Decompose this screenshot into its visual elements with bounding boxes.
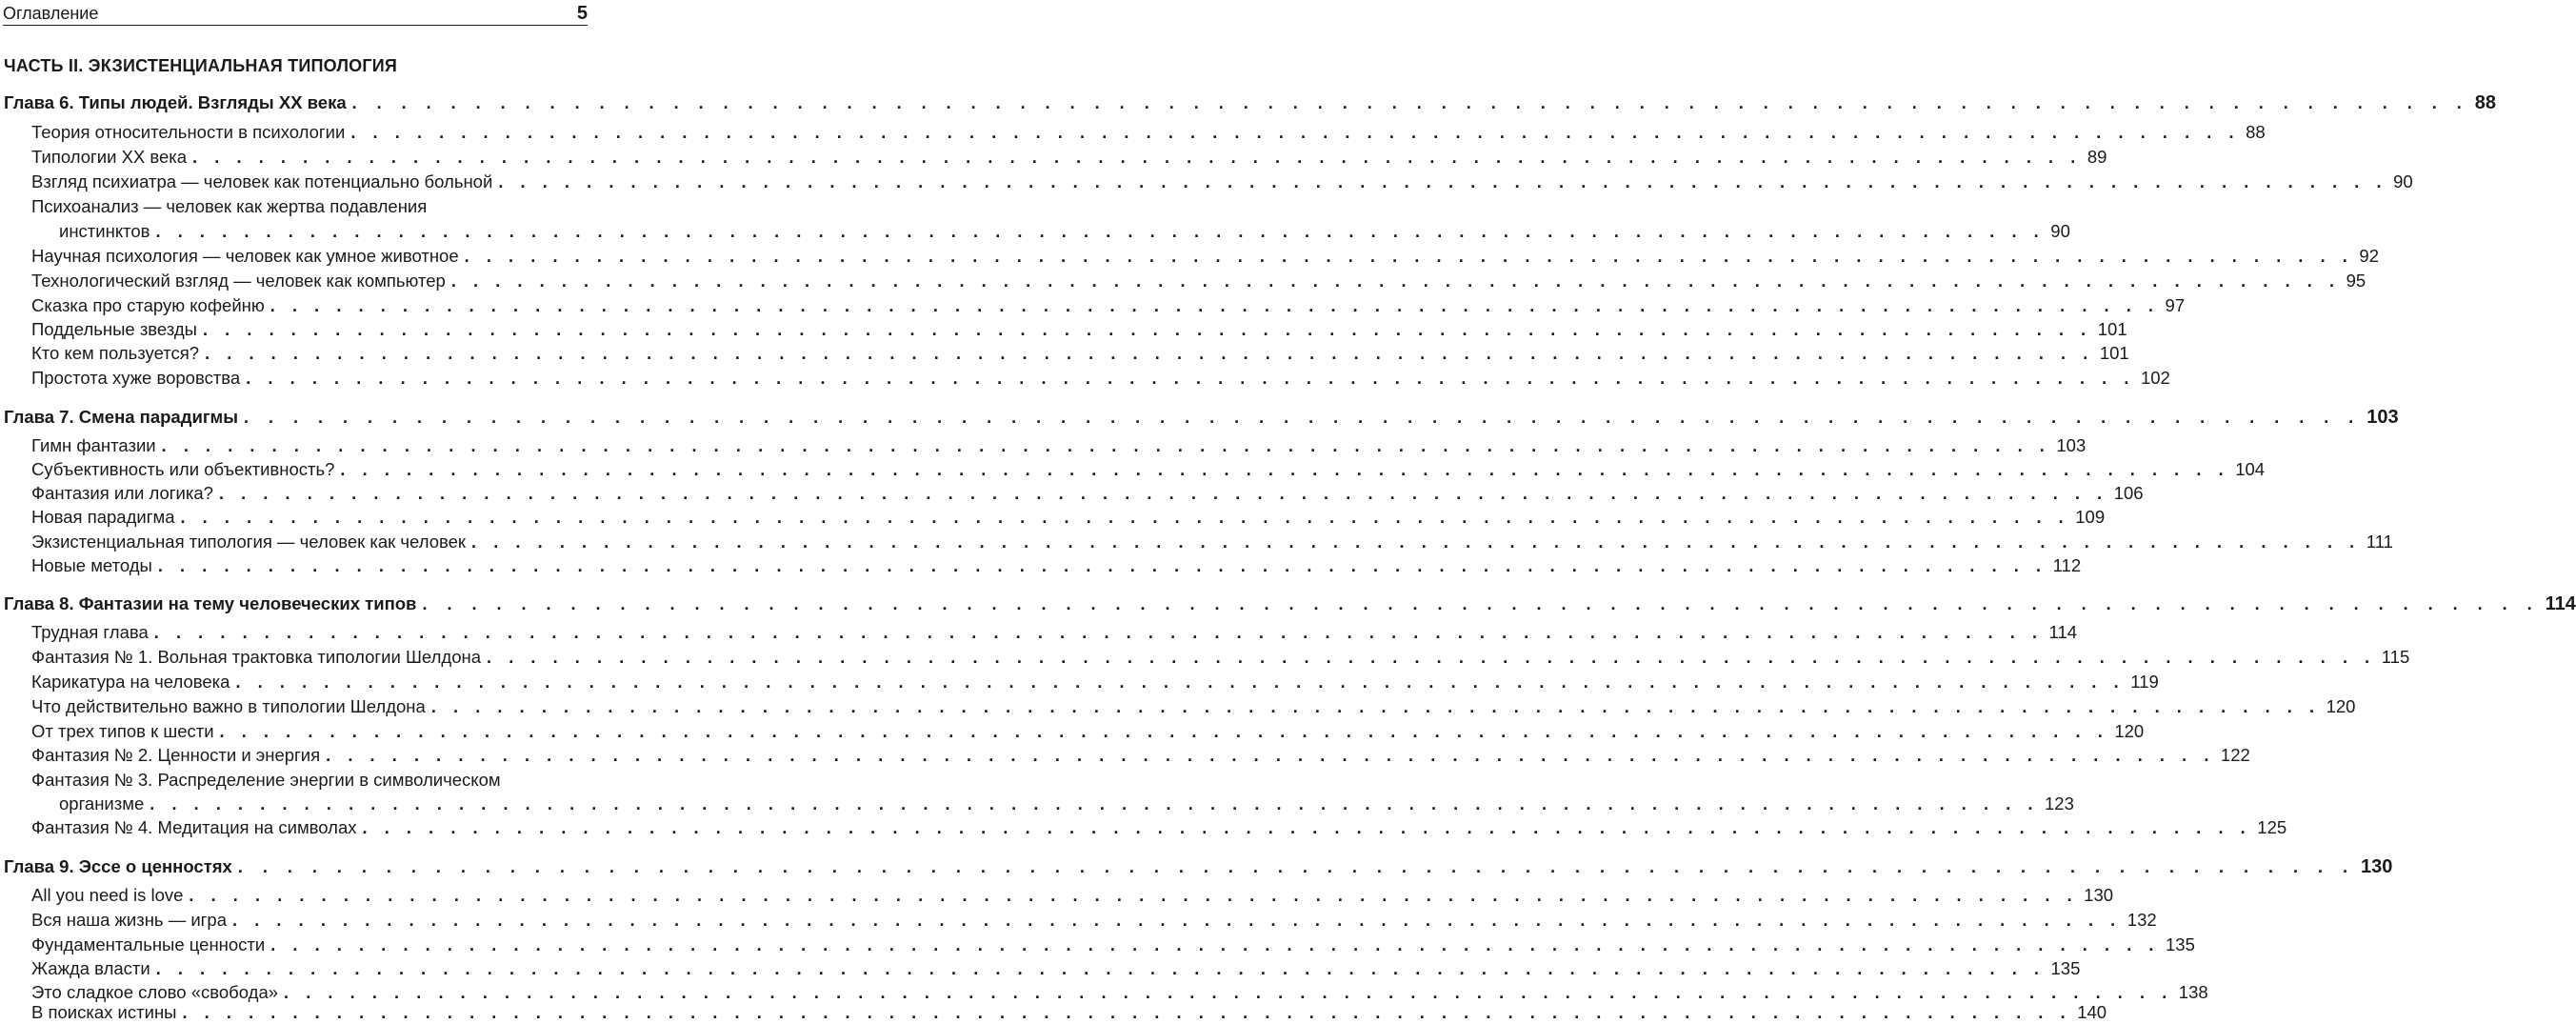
dot-leader: . . . . . . . . . . . . . . . . . . . . . . . . . . . . . . . . . . . . . . . . . . . . . . . . . . . . . . . . . . . . . . . . . . . . . . . . . . . . . . . . . . . . . . xyxy=(157,556,2047,575)
entry-title: Взгляд психиатра — человек как потенциально больной xyxy=(31,171,493,191)
dot-leader: . . . . . . . . . . . . . . . . . . . . . . . . . . . . . . . . . . . . . . . . . . . . . . . . . . . . . . . . . . . . . . . . . . . . . . . . . . . . . . . . . . . . . . xyxy=(202,320,2092,339)
entry-title: Карикатура на человека xyxy=(31,672,230,692)
entry-title: Жажда власти xyxy=(31,958,150,978)
entry-title: Сказка про старую кофейню xyxy=(31,295,265,315)
dot-leader: . . . . . . . . . . . . . . . . . . . . . . . . . . . . . . . . . . . . . . . . . . . . . . . . . . . . . . . . . . . . . . . . . . . . . . . . . . . . . . . . . . . . . . xyxy=(161,436,2051,455)
toc-entry[interactable] xyxy=(31,957,2081,980)
toc-entry[interactable] xyxy=(31,270,2366,292)
dot-leader: . . . . . . . . . . . . . . . . . . . . . . . . . . . . . . . . . . . . . . . . . . . . . . . . . . . . . . . . . . . . . . . . . . . . . . . . . . . . . . . . . . . . . . xyxy=(205,344,2094,363)
dot-leader: . . . . . . . . . . . . . . . . . . . . . . . . . . . . . . . . . . . . . . . . . . . . . . . . . . . . . . . . . . . . . . . . . . . . . . . . . . . . . . . . . . . . . . xyxy=(235,673,2126,692)
entry-page: 140 xyxy=(2077,1002,2107,1022)
entry-page: 97 xyxy=(2165,295,2186,315)
entry-title: Фантазия № 1. Вольная трактовка типологии Шелдона xyxy=(31,647,481,667)
entry-page: 122 xyxy=(2220,745,2250,765)
entry-title-line1: Психоанализ — человек как жертва подавления xyxy=(31,196,428,216)
entry-page: 111 xyxy=(2366,532,2393,552)
dot-leader: . . . . . . . . . . . . . . . . . . . . . . . . . . . . . . . . . . . . . . . . . . . . . . . . . . . . . . . . . . . . . . . . . . . . . . . . . . . . . . . . . . . . . . xyxy=(498,172,2388,191)
entry-page: 102 xyxy=(2140,368,2170,388)
entry-title: Теория относительности в психологии xyxy=(31,122,346,142)
entry-title: Экзистенциальная типология — человек как человек xyxy=(31,532,467,552)
entry-title: Гимн фантазии xyxy=(31,435,156,455)
entry-title: Это сладкое слово «свобода» xyxy=(31,982,279,1002)
chapter-page: 130 xyxy=(2361,856,2393,877)
toc-entry[interactable] xyxy=(31,434,2087,457)
dot-leader: . . . . . . . . . . . . . . . . . . . . . . . . . . . . . . . . . . . . . . . . . . . . . . . . . . . . . . . . . . . . . . . . . . . . . . . . . . . . . . . . . . . . . . xyxy=(150,794,2040,813)
chapter-title: Глава 7. Смена парадигмы xyxy=(4,407,239,427)
entry-title: Технологический взгляд — человек как компьютер xyxy=(31,271,446,291)
toc-entry[interactable] xyxy=(31,1001,2107,1024)
toc-entry[interactable] xyxy=(31,458,2266,481)
entry-page: 88 xyxy=(2246,122,2266,142)
entry-page: 106 xyxy=(2113,483,2144,503)
entry-page: 138 xyxy=(2178,982,2208,1002)
entry-title: Фантазия № 2. Ценности и энергия xyxy=(31,745,321,765)
chapter-title: Глава 9. Эссе о ценностях xyxy=(4,856,232,876)
entry-page: 103 xyxy=(2056,435,2087,455)
entry-page: 90 xyxy=(2393,171,2413,191)
entry-title: инстинктов xyxy=(59,221,150,241)
toc-entry[interactable] xyxy=(31,621,2078,644)
toc-entry[interactable] xyxy=(31,294,2186,317)
entry-page: 112 xyxy=(2052,555,2082,575)
entry-page: 101 xyxy=(2097,319,2127,339)
entry-title: Простота хуже воровства xyxy=(31,368,241,388)
toc-chapter-6[interactable] xyxy=(4,91,2497,114)
dot-leader: . . . . . . . . . . . . . . . . . . . . . . . . . . . . . . . . . . . . . . . . . . . . . . . . . . . . . . . . . . . . . . . . . . . . . . . . . . . . . . . . . . . . . . xyxy=(351,93,2469,112)
entry-page: 135 xyxy=(2050,958,2081,978)
entry-title: От трех типов к шести xyxy=(31,721,214,741)
dot-leader: . . . . . . . . . . . . . . . . . . . . . . . . . . . . . . . . . . . . . . . . . . . . . . . . . . . . . . . . . . . . . . . . . . . . . . . . . . . . . . . . . . . . . . xyxy=(180,508,2070,527)
toc-entry[interactable] xyxy=(31,146,2107,169)
toc-entry[interactable] xyxy=(31,482,2144,505)
dot-leader: . . . . . . . . . . . . . . . . . . . . . . . . . . . . . . . . . . . . . . . . . . . . . . . . . . . . . . . . . . . . . . . . . . . . . . . . . . . . . . . . . . . . . . xyxy=(218,484,2108,503)
dot-leader: . . . . . . . . . . . . . . . . . . . . . . . . . . . . . . . . . . . . . . . . . . . . . . . . . . . . . . . . . . . . . . . . . . . . . . . . . . . . . . . . . . . . . . xyxy=(362,818,2252,837)
entry-page: 109 xyxy=(2075,507,2106,527)
entry-page: 92 xyxy=(2359,246,2379,266)
entry-page: 123 xyxy=(2045,793,2074,813)
dot-leader: . . . . . . . . . . . . . . . . . . . . . . . . . . . . . . . . . . . . . . . . . . . . . . . . . . . . . . . . . . . . . . . . . . . . . . . . . . . . . . . . . . . . . . xyxy=(350,123,2241,142)
entry-page: 120 xyxy=(2326,696,2356,716)
entry-page: 135 xyxy=(2166,934,2195,954)
toc-entry[interactable] xyxy=(31,554,2082,577)
entry-title: Вся наша жизнь — игра xyxy=(31,910,228,930)
dot-leader: . . . . . . . . . . . . . . . . . . . . . . . . . . . . . . . . . . . . . . . . . . . . . . . . . . . . . . . . . . . . . . . . . . . . . . . . . . . . . . . . . . . . . . xyxy=(237,857,2356,876)
entry-page: 90 xyxy=(2050,221,2070,241)
entry-page: 130 xyxy=(2084,885,2114,905)
entry-page: 95 xyxy=(2346,271,2366,291)
entry-page: 115 xyxy=(2381,647,2410,667)
page-number: 5 xyxy=(576,3,588,24)
entry-page: 104 xyxy=(2235,459,2266,479)
entry-title: All you need is love xyxy=(31,885,184,905)
chapter-title: Глава 8. Фантазии на тему человеческих типов xyxy=(4,593,417,613)
toc-entry[interactable] xyxy=(59,793,2074,815)
dot-leader: . . . . . . . . . . . . . . . . . . . . . . . . . . . . . . . . . . . . . . . . . . . . . . . . . . . . . . . . . . . . . . . . . . . . . . . . . . . . . . . . . . . . . . xyxy=(155,222,2046,241)
dot-leader: . . . . . . . . . . . . . . . . . . . . . . . . . . . . . . . . . . . . . . . . . . . . . . . . . . . . . . . . . . . . . . . . . . . . . . . . . . . . . . . . . . . . . . xyxy=(246,369,2135,388)
toc-entry[interactable] xyxy=(31,720,2145,743)
entry-page: 125 xyxy=(2257,817,2287,837)
entry-title: Кто кем пользуется? xyxy=(31,343,200,363)
entry-title: Субъективность или объективность? xyxy=(31,459,335,479)
toc-entry[interactable] xyxy=(31,171,2413,193)
toc-entry[interactable] xyxy=(31,884,2114,907)
chapter-page: 88 xyxy=(2474,92,2497,113)
dot-leader: . . . . . . . . . . . . . . . . . . . . . . . . . . . . . . . . . . . . . . . . . . . . . . . . . . . . . . . . . . . . . . . . . . . . . . . . . . . . . . . . . . . . . . xyxy=(232,911,2122,930)
dot-leader: . . . . . . . . . . . . . . . . . . . . . . . . . . . . . . . . . . . . . . . . . . . . . . . . . . . . . . . . . . . . . . . . . . . . . . . . . . . . . . . . . . . . . . xyxy=(270,296,2160,315)
dot-leader: . . . . . . . . . . . . . . . . . . . . . . . . . . . . . . . . . . . . . . . . . . . . . . . . . . . . . . . . . . . . . . . . . . . . . . . . . . . . . . . . . . . . . . xyxy=(340,460,2230,479)
entry-title: Фантазия или логика? xyxy=(31,483,213,503)
dot-leader: . . . . . . . . . . . . . . . . . . . . . . . . . . . . . . . . . . . . . . . . . . . . . . . . . . . . . . . . . . . . . . . . . . . . . . . . . . . . . . . . . . . . . . xyxy=(189,886,2079,905)
entry-page: 89 xyxy=(2087,147,2107,167)
dot-leader: . . . . . . . . . . . . . . . . . . . . . . . . . . . . . . . . . . . . . . . . . . . . . . . . . . . . . . . . . . . . . . . . . . . . . . . . . . . . . . . . . . . . . . xyxy=(155,959,2046,978)
toc-entry[interactable] xyxy=(59,220,2070,243)
chapter-title: Глава 6. Типы людей. Взгляды XX века xyxy=(4,92,347,112)
entry-title: Новая парадигма xyxy=(31,507,175,527)
toc-chapter-9[interactable] xyxy=(4,855,2393,878)
entry-page: 119 xyxy=(2130,672,2159,692)
entry-title: организме xyxy=(59,793,145,813)
toc-entry[interactable] xyxy=(31,816,2287,839)
entry-title-line1: Фантазия № 3. Распределение энергии в символическом xyxy=(31,770,501,790)
chapter-page: 114 xyxy=(2545,593,2576,614)
toc-chapter-8[interactable] xyxy=(4,592,2576,615)
entry-title: Что действительно важно в типологии Шелдона xyxy=(31,696,426,716)
dot-leader: . . . . . . . . . . . . . . . . . . . . . . . . . . . . . . . . . . . . . . . . . . . . . . . . . . . . . . . . . . . . . . . . . . . . . . . . . . . . . . . . . . . . . . xyxy=(153,623,2044,642)
entry-title: Трудная глава xyxy=(31,622,149,642)
dot-leader: . . . . . . . . . . . . . . . . . . . . . . . . . . . . . . . . . . . . . . . . . . . . . . . . . . . . . . . . . . . . . . . . . . . . . . . . . . . . . . . . . . . . . . xyxy=(487,648,2376,667)
entry-title: Научная психология — человек как умное животное xyxy=(31,246,459,266)
entry-title: Новые методы xyxy=(31,555,152,575)
dot-leader: . . . . . . . . . . . . . . . . . . . . . . . . . . . . . . . . . . . . . . . . . . . . . . . . . . . . . . . . . . . . . . . . . . . . . . . . . . . . . . . . . . . . . . xyxy=(326,746,2215,765)
toc-entry[interactable] xyxy=(31,531,2393,553)
toc-entry[interactable] xyxy=(31,909,2157,932)
toc-entry[interactable] xyxy=(31,671,2159,693)
entry-title: Поддельные звезды xyxy=(31,319,197,339)
toc-entry[interactable] xyxy=(31,245,2379,268)
dot-leader: . . . . . . . . . . . . . . . . . . . . . . . . . . . . . . . . . . . . . . . . . . . . . . . . . . . . . . . . . . . . . . . . . . . . . . . . . . . . . . . . . . . . . . xyxy=(422,594,2540,613)
toc-chapter-7[interactable] xyxy=(4,406,2399,429)
entry-title: Фундаментальные ценности xyxy=(31,934,266,954)
dot-leader: . . . . . . . . . . . . . . . . . . . . . . . . . . . . . . . . . . . . . . . . . . . . . . . . . . . . . . . . . . . . . . . . . . . . . . . . . . . . . . . . . . . . . . xyxy=(464,247,2354,266)
dot-leader: . . . . . . . . . . . . . . . . . . . . . . . . . . . . . . . . . . . . . . . . . . . . . . . . . . . . . . . . . . . . . . . . . . . . . . . . . . . . . . . . . . . . . . xyxy=(471,532,2361,552)
entry-title: Фантазия № 4. Медитация на символах xyxy=(31,817,357,837)
dot-leader: . . . . . . . . . . . . . . . . . . . . . . . . . . . . . . . . . . . . . . . . . . . . . . . . . . . . . . . . . . . . . . . . . . . . . . . . . . . . . . . . . . . . . . xyxy=(182,1003,2072,1022)
dot-leader: . . . . . . . . . . . . . . . . . . . . . . . . . . . . . . . . . . . . . . . . . . . . . . . . . . . . . . . . . . . . . . . . . . . . . . . . . . . . . . . . . . . . . . xyxy=(284,983,2173,1002)
dot-leader: . . . . . . . . . . . . . . . . . . . . . . . . . . . . . . . . . . . . . . . . . . . . . . . . . . . . . . . . . . . . . . . . . . . . . . . . . . . . . . . . . . . . . . xyxy=(270,935,2160,954)
toc-entry[interactable] xyxy=(31,506,2106,529)
running-head-title: Оглавление xyxy=(3,4,99,23)
entry-page: 101 xyxy=(2099,343,2129,363)
chapter-page: 103 xyxy=(2366,407,2399,428)
entry-page: 114 xyxy=(2048,622,2078,642)
entry-title: Типологии XX века xyxy=(31,147,188,167)
toc-entry[interactable] xyxy=(31,646,2410,669)
part-title: ЧАСТЬ II. ЭКЗИСТЕНЦИАЛЬНАЯ ТИПОЛОГИЯ xyxy=(4,56,398,75)
toc-entry[interactable] xyxy=(31,695,2356,718)
entry-title: В поисках истины xyxy=(31,1002,177,1022)
toc-entry[interactable] xyxy=(31,367,2170,390)
dot-leader: . . . . . . . . . . . . . . . . . . . . . . . . . . . . . . . . . . . . . . . . . . . . . . . . . . . . . . . . . . . . . . . . . . . . . . . . . . . . . . . . . . . . . . xyxy=(244,408,2362,427)
toc-entry[interactable] xyxy=(31,744,2250,767)
entry-page: 120 xyxy=(2114,721,2145,741)
toc-entry[interactable] xyxy=(31,318,2127,341)
dot-leader: . . . . . . . . . . . . . . . . . . . . . . . . . . . . . . . . . . . . . . . . . . . . . . . . . . . . . . . . . . . . . . . . . . . . . . . . . . . . . . . . . . . . . . xyxy=(219,722,2109,741)
dot-leader: . . . . . . . . . . . . . . . . . . . . . . . . . . . . . . . . . . . . . . . . . . . . . . . . . . . . . . . . . . . . . . . . . . . . . . . . . . . . . . . . . . . . . . xyxy=(450,271,2341,291)
dot-leader: . . . . . . . . . . . . . . . . . . . . . . . . . . . . . . . . . . . . . . . . . . . . . . . . . . . . . . . . . . . . . . . . . . . . . . . . . . . . . . . . . . . . . . xyxy=(192,148,2082,167)
toc-entry[interactable] xyxy=(31,121,2266,144)
dot-leader: . . . . . . . . . . . . . . . . . . . . . . . . . . . . . . . . . . . . . . . . . . . . . . . . . . . . . . . . . . . . . . . . . . . . . . . . . . . . . . . . . . . . . . xyxy=(430,697,2321,716)
toc-entry[interactable] xyxy=(31,934,2195,956)
entry-page: 132 xyxy=(2127,910,2157,930)
toc-entry[interactable] xyxy=(31,342,2129,365)
